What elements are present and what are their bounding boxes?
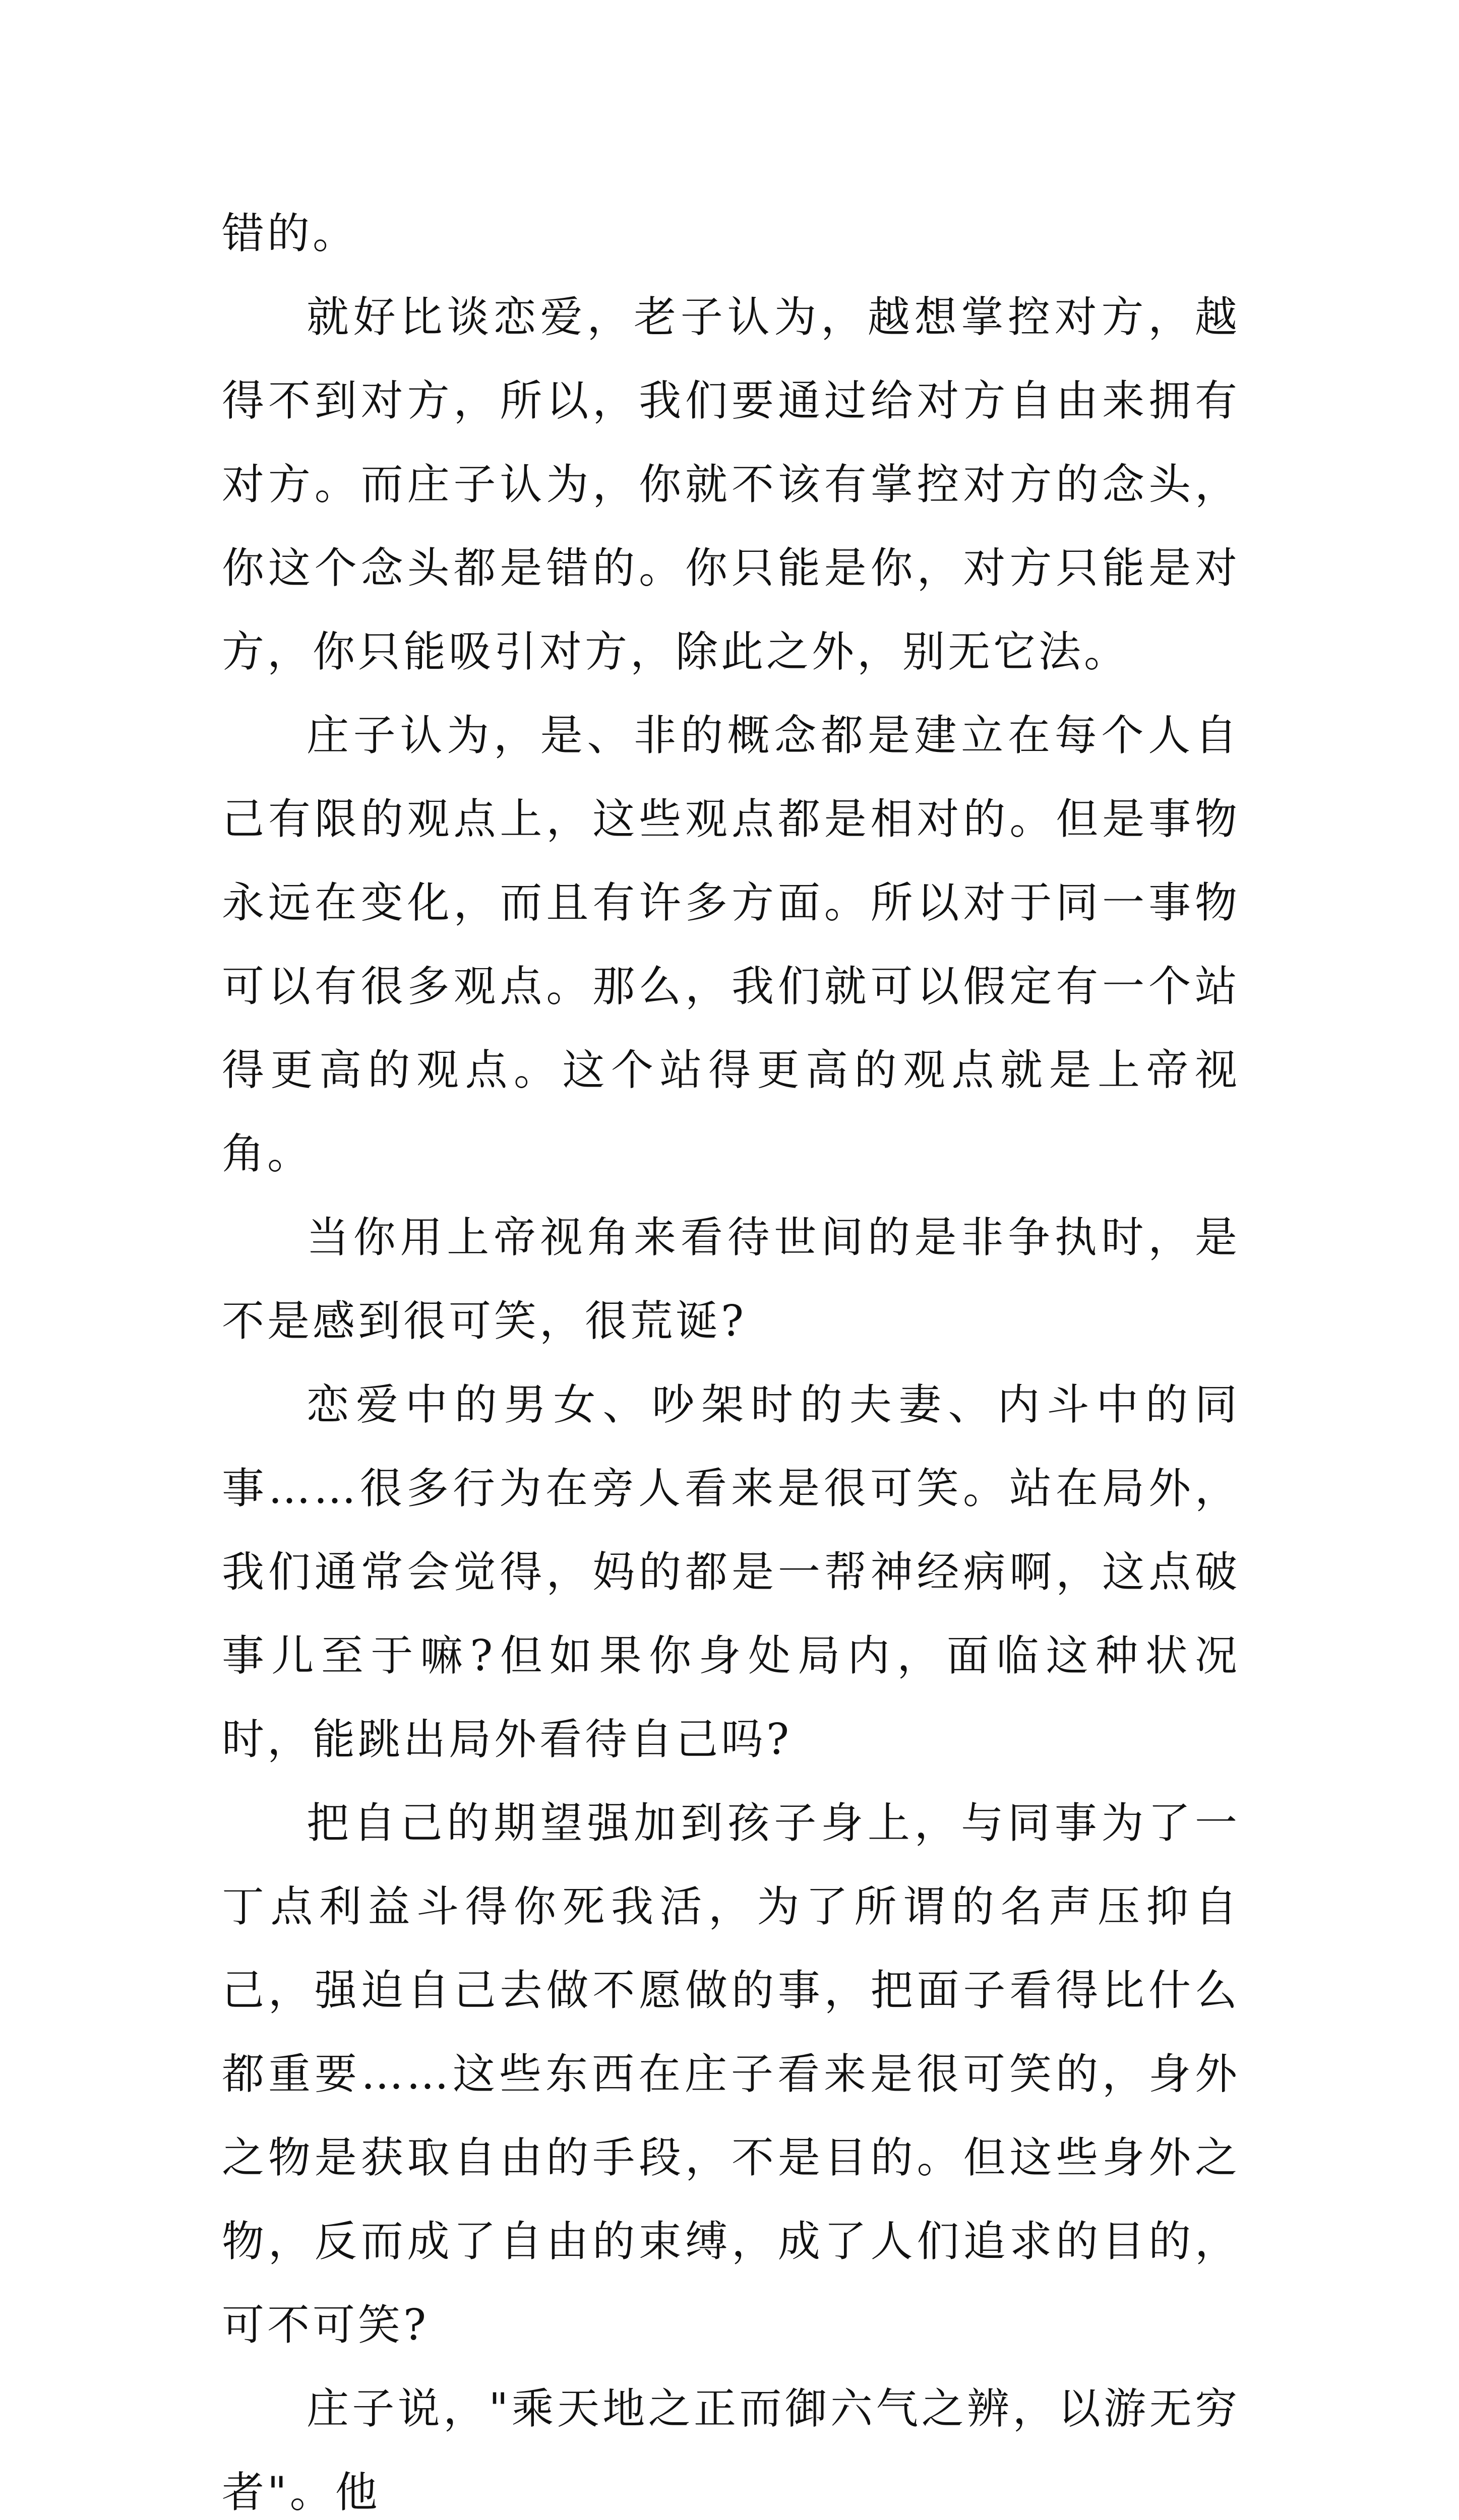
paragraph: 把自己的期望强加到孩子身上，与同事为了一丁点利益斗得你死我活，为了所谓的名声压抑自己，强迫自己去做不愿做的事，把面子看得比什么都重要……这些东西在庄子看来是很可笑的，身外之物是获取自由的手段，不是目的。但这些身外之物，反而成了自由的束缚，成了人们追求的目的，可不可笑? [222, 1798, 1240, 2350]
paragraph: 恋爱中的男女、吵架时的夫妻、内斗中的同事……很多行为在旁人看来是很可笑。站在局外，我们通常会觉得，妈的都是一帮神经病啊，这点破事儿至于嘛?但如果你身处局内，面临这种状况时，能跳出局外看待自己吗? [222, 1380, 1240, 1764]
paragraph: 庄子说，"乘天地之正而御六气之辨，以游无穷者"。他 [222, 2384, 1240, 2517]
paragraph: 就好比谈恋爱，老子认为，越想掌控对方，越得不到对方，所以，我们要通过给对方自由来拥有对方。而庄子认为，你就不该有掌控对方的念头，你这个念头都是错的。你只能是你，对方只能是对方，你只能吸引对方，除此之外，别无它法。 [222, 292, 1240, 676]
paragraph: 当你用上帝视角来看待世间的是非争执时，是不是感到很可笑，很荒诞? [222, 1213, 1240, 1346]
paragraph: 庄子认为，是、非的概念都是建立在每个人自己有限的观点上，这些观点都是相对的。但是事物永远在变化，而且有许多方面。所以对于同一事物可以有很多观点。那么，我们就可以假定有一个站得更高的观点。这个站得更高的观点就是上帝视角。 [222, 711, 1240, 1178]
paragraph-continued: 错的。 [222, 209, 358, 258]
body-text [222, 192, 1240, 2520]
